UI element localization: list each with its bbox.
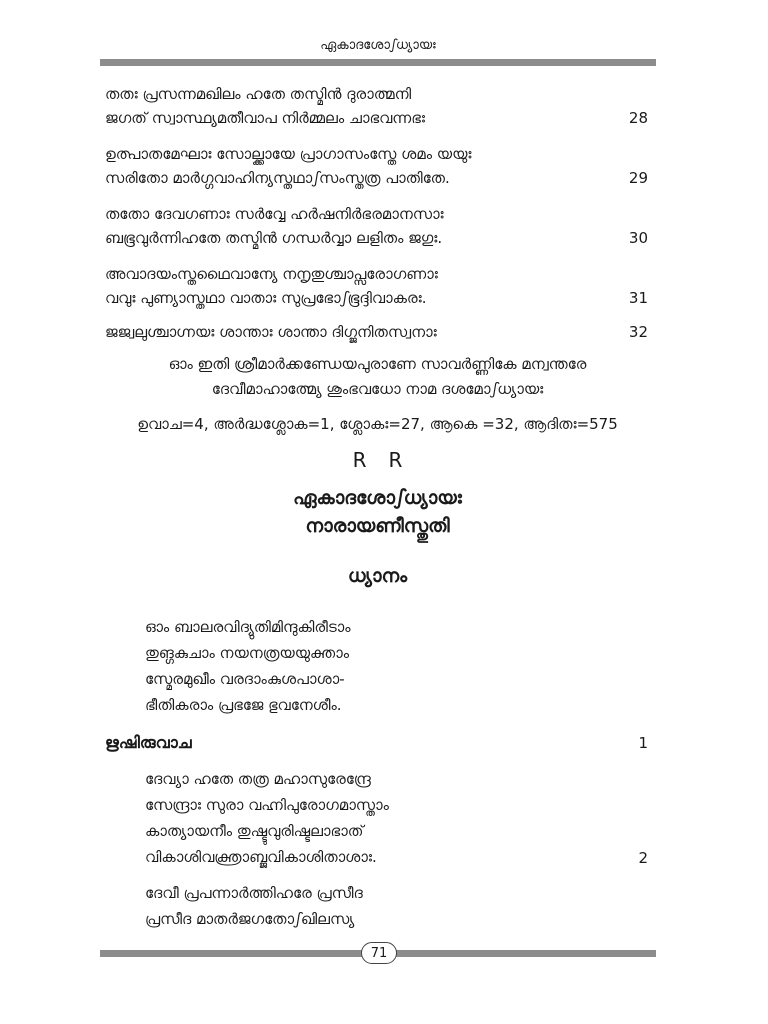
header-rule xyxy=(100,59,656,66)
verse-number: 30 xyxy=(628,229,648,247)
running-header: ഏകാദശോഽധ്യായഃ xyxy=(320,38,436,53)
verse-line: ജഗത് സ്വാസ്ഥ്യമതീവാപ നിർമ്മലം ചാഭവന്നഭഃ xyxy=(105,109,425,127)
verse-line: കാത്യായനീം തുഷ്ടുവുരിഷ്ടലാഭാത് xyxy=(145,822,364,840)
dhyanam-title: ധ്യാനം xyxy=(347,565,408,587)
verse-3 xyxy=(105,880,650,932)
verse-30 xyxy=(105,202,650,250)
dhyanam-verse xyxy=(105,614,650,718)
verse-line: ബഭൂവുർന്നിഹതേ തസ്മിൻ ഗന്ധർവ്വാ ലളിതം ജഗുഃ. xyxy=(105,229,443,247)
verse-line: ഓം ബാലരവിദ്യുതിമിന്ദുകിരീടാം xyxy=(145,618,351,636)
verse-line: തതഃ പ്രസന്നമഖിലം ഹതേ തസ്മിൻ ദുരാത്മനി xyxy=(105,85,412,103)
verse-count-summary: ഉവാച=4, അർദ്ധശ്ലോക=1, ശ്ലോകഃ=27, ആകെ =32, ആദിതഃ=575 xyxy=(137,415,618,433)
section-separator xyxy=(105,446,650,474)
verse-number: 1 xyxy=(638,734,648,752)
colophon-line: ദേവീമാഹാത്മ്യേ ശുംഭവധോ നാമ ദശമോഽധ്യായഃ xyxy=(211,380,544,398)
verse-line: ദേവീ പ്രപന്നാർത്തിഹരേ പ്രസീദ xyxy=(145,884,363,902)
verse-line: സേന്ദ്രാഃ സുരാ വഹ്നിപുരോഗമാസ്താം xyxy=(145,796,389,814)
verse-line: ജജ്വലുശ്ചാഗ്നയഃ ശാന്താഃ ശാന്താ ദിഗ്ജനിതസ്വനാഃ xyxy=(105,323,437,341)
verse-line: തുങ്ഗകുചാം നയനത്രയയുക്താം xyxy=(145,644,349,662)
verse-line: ദേവ്യാ ഹതേ തത്ര മഹാസുരേന്ദ്രേ xyxy=(145,770,371,788)
verse-line: സരിതോ മാർഗ്ഗവാഹിന്യസ്തഥാഽസംസ്തത്ര പാതിതേ. xyxy=(105,169,450,187)
verse-29 xyxy=(105,142,650,190)
verse-28 xyxy=(105,82,650,130)
page-number: 71 xyxy=(361,942,397,964)
verse-number: 32 xyxy=(628,323,648,341)
verse-line: വവുഃ പുണ്യാസ്തഥാ വാതാഃ സുപ്രഭോഽഭൂദ്ദിവാകരഃ. xyxy=(105,289,427,307)
separator-mark: R xyxy=(388,448,425,472)
verse-line: തതോ ദേവഗണാഃ സർവ്വേ ഹർഷനിർഭരമാനസാഃ xyxy=(105,205,444,223)
verse-line: പ്രസീദ മാതർജഗതോഽഖിലസ്യ xyxy=(145,910,355,928)
verse-number: 28 xyxy=(628,109,648,127)
separator-mark: R xyxy=(352,448,389,472)
chapter-subtitle: നാരായണീസ്തുതി xyxy=(305,515,450,537)
verse-line: സ്മേരമുഖീം വരദാംകുശപാശാ- xyxy=(145,670,345,688)
speaker-label: ഋഷിരുവാച xyxy=(105,733,192,752)
verse-2 xyxy=(105,766,650,870)
speaker-heading xyxy=(105,730,650,756)
verse-number: 31 xyxy=(628,289,648,307)
verse-line: വികാശിവക്ത്രാബ്ജവികാശിതാശാഃ. xyxy=(145,848,377,866)
verse-31 xyxy=(105,262,650,310)
verse-number: 29 xyxy=(628,169,648,187)
verse-32 xyxy=(105,320,650,344)
page-content xyxy=(105,80,650,932)
verse-line: ഉത്പാതമേഘാഃ സോല്ക്കായേ പ്രാഗാസംസ്തേ ശമം യയുഃ xyxy=(105,145,472,163)
verse-line: ഭീതികരാം പ്രഭജേ ഭുവനേശീം. xyxy=(145,696,342,714)
colophon-line: ഓം ഇതി ശ്രീമാർക്കണ്ഡേയപുരാണേ സാവർണ്ണികേ മന്വന്തരേ xyxy=(168,355,587,373)
chapter-title: ഏകാദശോഽധ്യായഃ xyxy=(293,487,462,509)
verse-line: അവാദയംസ്തഥൈവാന്യേ നനൃതുശ്ചാപ്സരോഗണാഃ xyxy=(105,265,438,283)
verse-number: 2 xyxy=(638,849,648,867)
chapter-colophon xyxy=(105,352,650,402)
